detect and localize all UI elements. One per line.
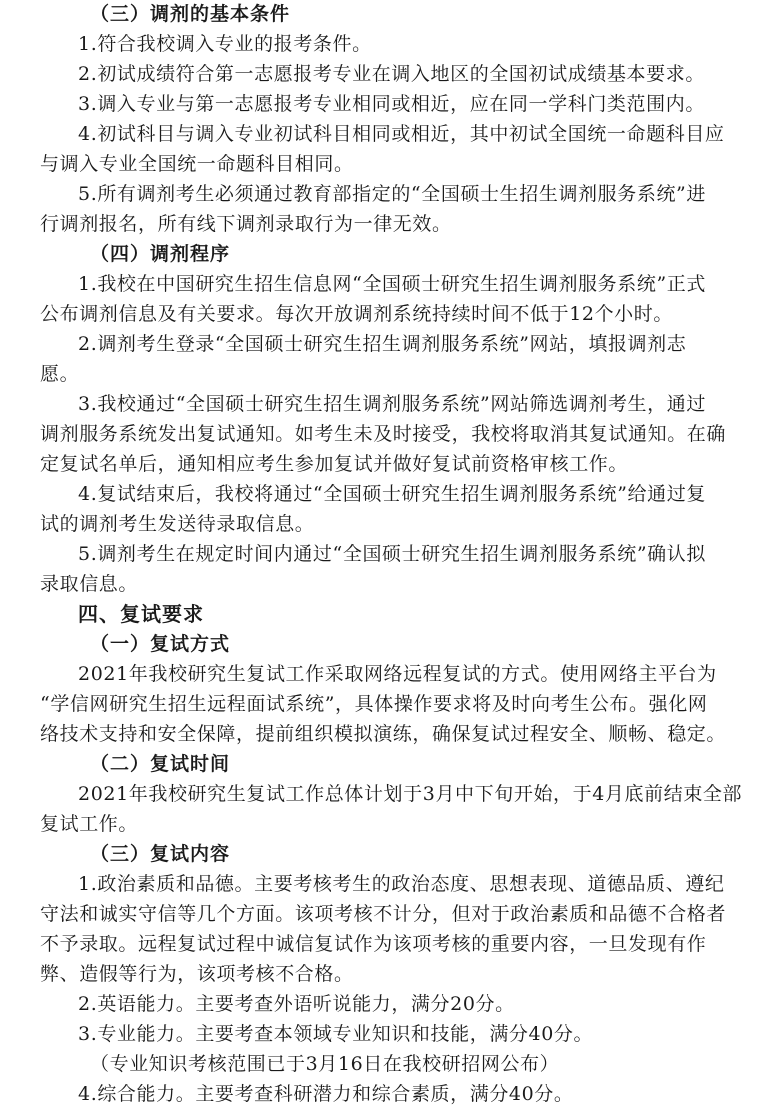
paragraph-line: 调剂服务系统发出复试通知。如考生未及时接受，我校将取消其复试通知。在确 xyxy=(40,423,727,445)
paragraph-line: 录取信息。 xyxy=(40,573,139,595)
section-heading-retest: 四、复试要求 xyxy=(78,602,204,626)
paragraph-line: 试的调剂考生发送待录取信息。 xyxy=(40,513,315,535)
paragraph-line: 2021年我校研究生复试工作采取网络远程复试的方式。使用网络主平台为 xyxy=(78,663,717,685)
paragraph-line: 行调剂报名，所有线下调剂录取行为一律无效。 xyxy=(40,213,452,235)
paragraph-line: 公布调剂信息及有关要求。每次开放调剂系统持续时间不低于12个小时。 xyxy=(40,303,673,325)
paragraph-line: 1.我校在中国研究生招生信息网“全国硕士研究生招生调剂服务系统”正式 xyxy=(78,273,706,295)
paragraph-line: 2.调剂考生登录“全国硕士研究生招生调剂服务系统”网站，填报调剂志 xyxy=(78,333,687,355)
subsection-heading-time: （二）复试时间 xyxy=(90,753,231,775)
paragraph-line: 1.政治素质和品德。主要考核考生的政治态度、思想表现、道德品质、遵纪 xyxy=(78,873,725,895)
paragraph-line: 复试工作。 xyxy=(40,813,139,835)
paragraph-line: 3.我校通过“全国硕士研究生招生调剂服务系统”网站筛选调剂考生，通过 xyxy=(78,393,706,415)
paragraph-line: 4.初试科目与调入专业初试科目相同或相近，其中初试全国统一命题科目应 xyxy=(78,123,725,145)
paragraph-line: 守法和诚实守信等几个方面。该项考核不计分，但对于政治素质和品德不合格者 xyxy=(40,903,727,925)
section-heading-adjust-procedure: （四）调剂程序 xyxy=(90,243,231,265)
paragraph-line: 3.调入专业与第一志愿报考专业相同或相近，应在同一学科门类范围内。 xyxy=(78,93,705,115)
paragraph-line: 3.专业能力。主要考查本领域专业知识和技能，满分40分。 xyxy=(78,1023,594,1045)
paragraph-note: （专业知识考核范围已于3月16日在我校研招网公布） xyxy=(90,1053,560,1075)
paragraph-line: 5.所有调剂考生必须通过教育部指定的“全国硕士生招生调剂服务系统”进 xyxy=(78,183,706,205)
paragraph-line: 1.符合我校调入专业的报考条件。 xyxy=(78,33,372,55)
paragraph-line: 2.初试成绩符合第一志愿报考专业在调入地区的全国初试成绩基本要求。 xyxy=(78,63,705,85)
subsection-heading-content: （三）复试内容 xyxy=(90,843,231,865)
paragraph-line: 弊、造假等行为，该项考核不合格。 xyxy=(40,963,354,985)
section-heading-adjust-conditions: （三）调剂的基本条件 xyxy=(90,3,291,25)
paragraph-line: 5.调剂考生在规定时间内通过“全国硕士研究生招生调剂服务系统”确认拟 xyxy=(78,543,706,565)
paragraph-line: “学信网研究生招生远程面试系统”，具体操作要求将及时向考生公布。强化网 xyxy=(40,693,708,715)
paragraph-line: 4.复试结束后，我校将通过“全国硕士研究生招生调剂服务系统”给通过复 xyxy=(78,483,706,505)
paragraph-line: 2021年我校研究生复试工作总体计划于3月中下旬开始，于4月底前结束全部 xyxy=(78,783,743,805)
subsection-heading-method: （一）复试方式 xyxy=(90,633,231,655)
paragraph-line: 络技术支持和安全保障，提前组织模拟演练，确保复试过程安全、顺畅、稳定。 xyxy=(40,723,727,745)
paragraph-line: 4.综合能力。主要考查科研潜力和综合素质，满分40分。 xyxy=(78,1083,574,1105)
paragraph-line: 不予录取。远程复试过程中诚信复试作为该项考核的重要内容，一旦发现有作 xyxy=(40,933,707,955)
paragraph-line: 定复试名单后，通知相应考生参加复试并做好复试前资格审核工作。 xyxy=(40,453,629,475)
paragraph-line: 与调入专业全国统一命题科目相同。 xyxy=(40,153,354,175)
paragraph-line: 2.英语能力。主要考查外语听说能力，满分20分。 xyxy=(78,993,515,1015)
paragraph-line: 愿。 xyxy=(40,363,80,385)
